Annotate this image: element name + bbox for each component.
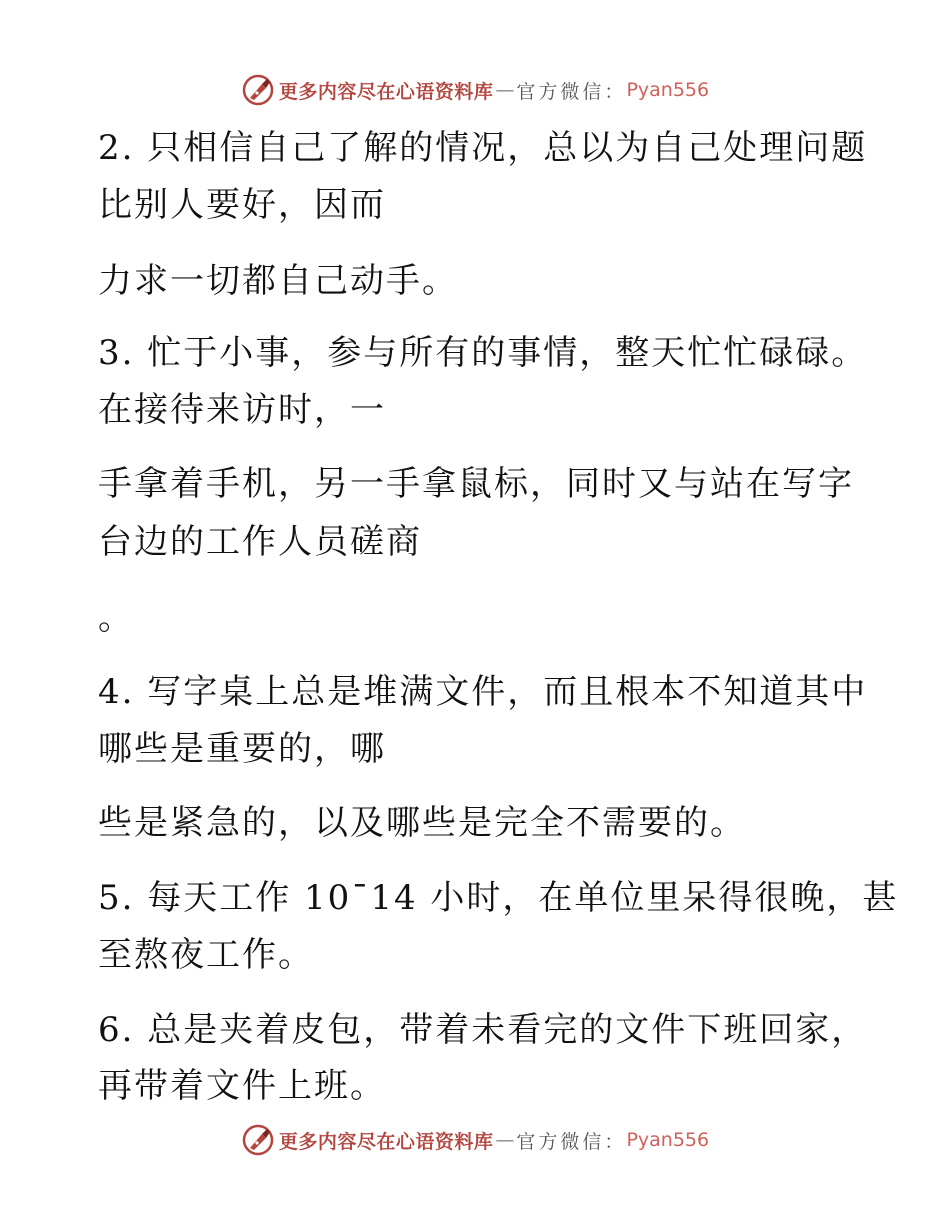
header-official-label: 官方微信： <box>516 80 627 103</box>
body-line: 至熬夜工作。 <box>98 935 314 975</box>
body-line: 2. 只相信自己了解的情况，总以为自己处理问题 <box>98 128 868 168</box>
body-line: 手拿着手机，另一手拿鼠标，同时又与站在写字 <box>98 464 854 504</box>
body-line: 3. 忙于小事，参与所有的事情，整天忙忙碌碌。 <box>98 333 868 373</box>
footer-separator: — <box>495 1129 515 1151</box>
header-separator: — <box>495 79 515 101</box>
body-line: 哪些是重要的，哪 <box>98 729 386 769</box>
footer-main-text: 更多内容尽在心语资料库 <box>278 1130 494 1153</box>
pen-nib-logo-icon <box>241 1123 275 1157</box>
body-line: 5. 每天工作 10¯14 小时，在单位里呆得很晚，甚 <box>98 878 899 918</box>
header-wechat-id: Pyan556 <box>626 79 710 101</box>
body-line: 在接待来访时，一 <box>98 390 386 430</box>
body-line: 台边的工作人员磋商 <box>98 522 422 562</box>
body-line: 些是紧急的，以及哪些是完全不需要的。 <box>98 803 746 843</box>
body-line: 4. 写字桌上总是堆满文件，而且根本不知道其中 <box>98 672 868 712</box>
body-line: 力求一切都自己动手。 <box>98 261 458 301</box>
body-line: 。 <box>98 598 134 638</box>
body-line: 比别人要好，因而 <box>98 185 386 225</box>
footer-official-label: 官方微信： <box>516 1130 627 1153</box>
footer-wechat-id: Pyan556 <box>626 1129 710 1151</box>
pen-nib-logo-icon <box>241 73 275 107</box>
header-main-text: 更多内容尽在心语资料库 <box>278 80 494 103</box>
body-line: 再带着文件上班。 <box>98 1066 386 1106</box>
body-line: 6. 总是夹着皮包，带着未看完的文件下班回家， <box>98 1010 868 1050</box>
header-banner <box>0 70 950 110</box>
footer-banner <box>0 1120 950 1160</box>
